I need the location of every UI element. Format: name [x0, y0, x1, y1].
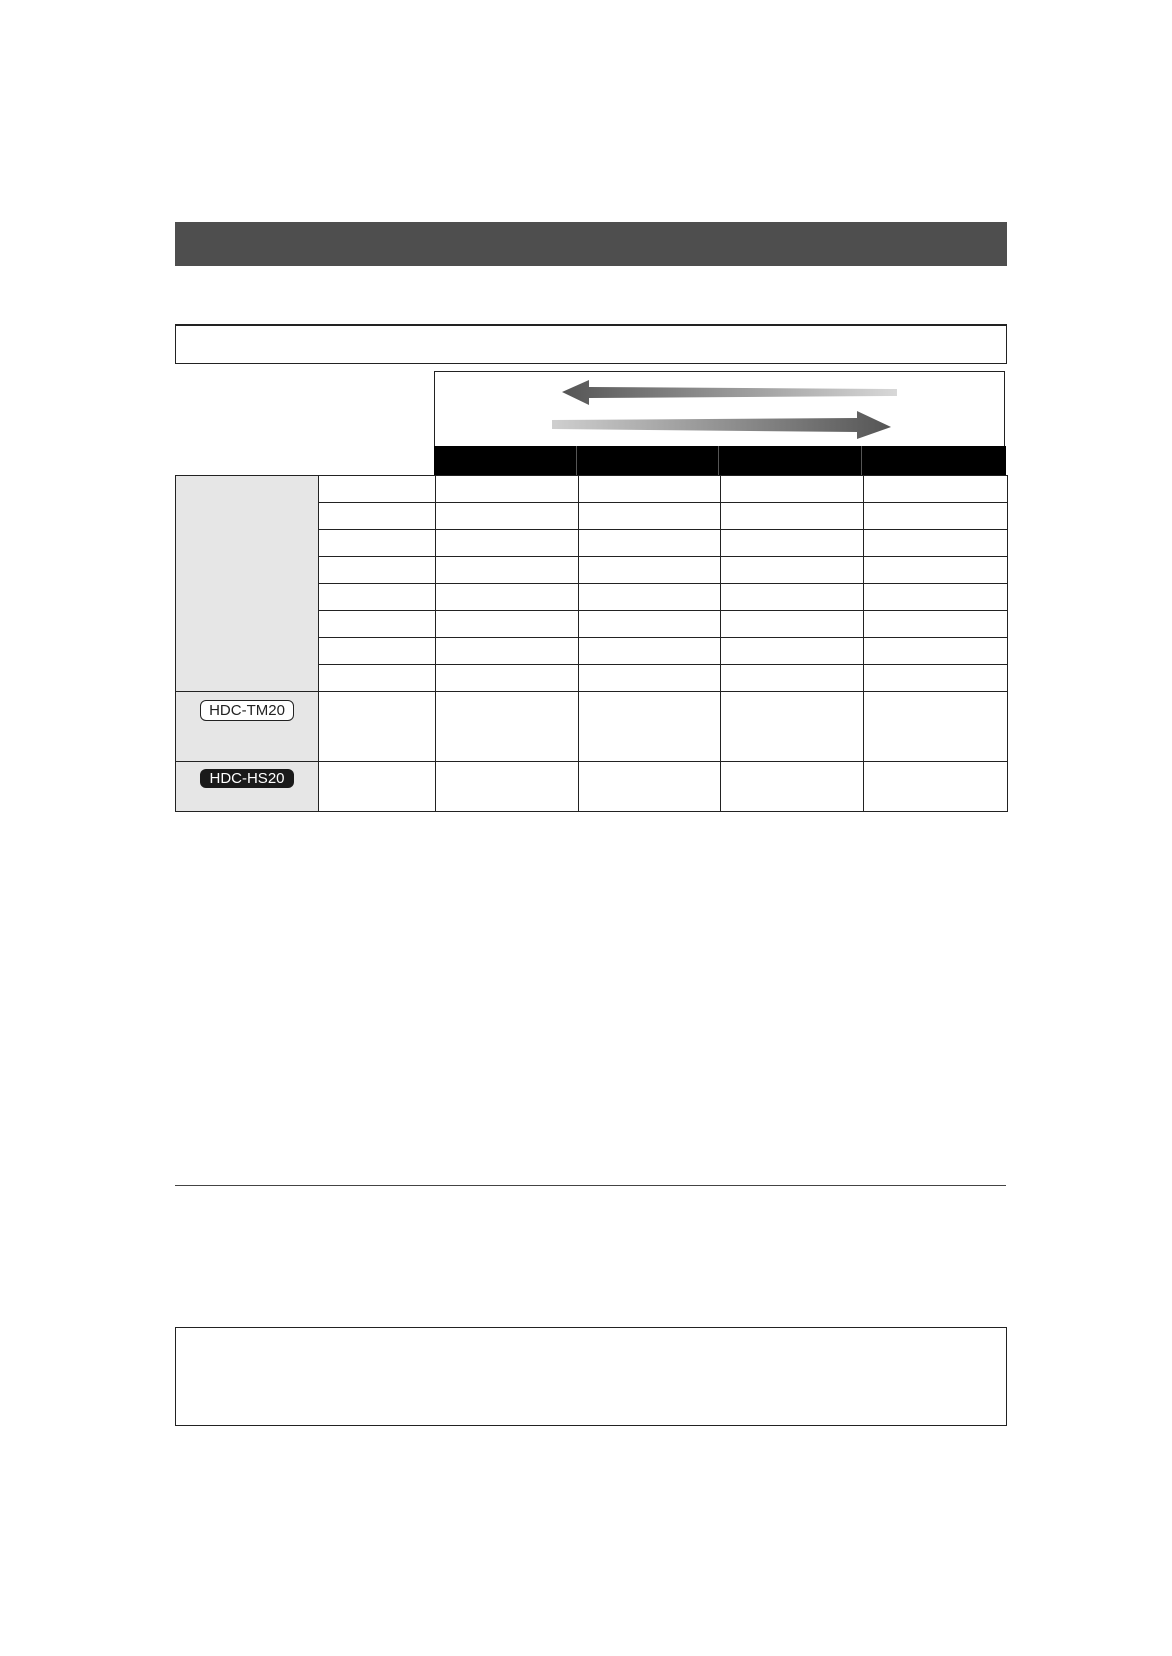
table-cell: [721, 665, 864, 692]
table-cell: [721, 503, 864, 530]
column-header-2: [577, 446, 719, 475]
table-cell: [436, 476, 579, 503]
row-label-cell: [319, 584, 436, 611]
row-label-cell: [319, 476, 436, 503]
table-cell: [579, 476, 721, 503]
table-cell: [864, 762, 1008, 812]
table-cell: [864, 530, 1008, 557]
intro-text-box: [175, 324, 1007, 364]
row-label-cell: [319, 692, 436, 762]
column-header-1: [434, 446, 577, 475]
table-cell: [721, 557, 864, 584]
table-cell: [436, 762, 579, 812]
table-cell: [579, 611, 721, 638]
table-cell: [579, 530, 721, 557]
section-title-bar: [175, 222, 1007, 266]
table-cell: [436, 557, 579, 584]
table-cell: [436, 692, 579, 762]
table-cell: [579, 692, 721, 762]
row-label-cell: [319, 762, 436, 812]
table-cell: [579, 584, 721, 611]
table-cell: [864, 611, 1008, 638]
row-label-cell: [319, 611, 436, 638]
model-badge-tm20: HDC-TM20: [200, 700, 294, 721]
model-cell-tm20: [176, 692, 319, 762]
direction-arrows-panel: [434, 371, 1005, 446]
table-cell: [864, 692, 1008, 762]
table-cell: [864, 638, 1008, 665]
table-cell: [721, 638, 864, 665]
row-label-cell: [319, 638, 436, 665]
section-divider: [175, 1185, 1006, 1186]
column-header-3: [719, 446, 862, 475]
table-row-tm20: [176, 692, 1008, 762]
direction-arrows: [435, 372, 1006, 447]
table-cell: [721, 584, 864, 611]
table-cell: [579, 665, 721, 692]
table-cell: [721, 476, 864, 503]
row-label-cell: [319, 665, 436, 692]
table-cell: [436, 611, 579, 638]
model-cell-hs20: [176, 762, 319, 812]
table-cell: [579, 638, 721, 665]
column-header-4: [862, 446, 1006, 475]
table-cell: [436, 503, 579, 530]
table-cell: [579, 762, 721, 812]
table-cell: [721, 762, 864, 812]
table-cell: [721, 530, 864, 557]
table-cell: [579, 557, 721, 584]
row-label-cell: [319, 530, 436, 557]
arrow-left-icon: [562, 380, 897, 405]
table-cell: [864, 503, 1008, 530]
table-cell: [436, 638, 579, 665]
table-cell: [721, 611, 864, 638]
table-cell: [579, 503, 721, 530]
table-cell: [864, 557, 1008, 584]
arrow-right-icon: [552, 411, 891, 439]
table-cell: [864, 584, 1008, 611]
table-cell: [864, 665, 1008, 692]
table-cell: [864, 476, 1008, 503]
model-badge-hs20: HDC-HS20: [200, 769, 293, 788]
table-cell: [436, 530, 579, 557]
table-cell: [436, 584, 579, 611]
row-label-cell: [319, 503, 436, 530]
spec-table: [175, 475, 1008, 812]
note-box: [175, 1327, 1007, 1426]
row-label-cell: [319, 557, 436, 584]
table-cell: [436, 665, 579, 692]
table-header-row: [434, 446, 1006, 475]
group-label-cell: [176, 476, 319, 692]
table-row-hs20: [176, 762, 1008, 812]
table-row: [176, 476, 1008, 503]
table-cell: [721, 692, 864, 762]
